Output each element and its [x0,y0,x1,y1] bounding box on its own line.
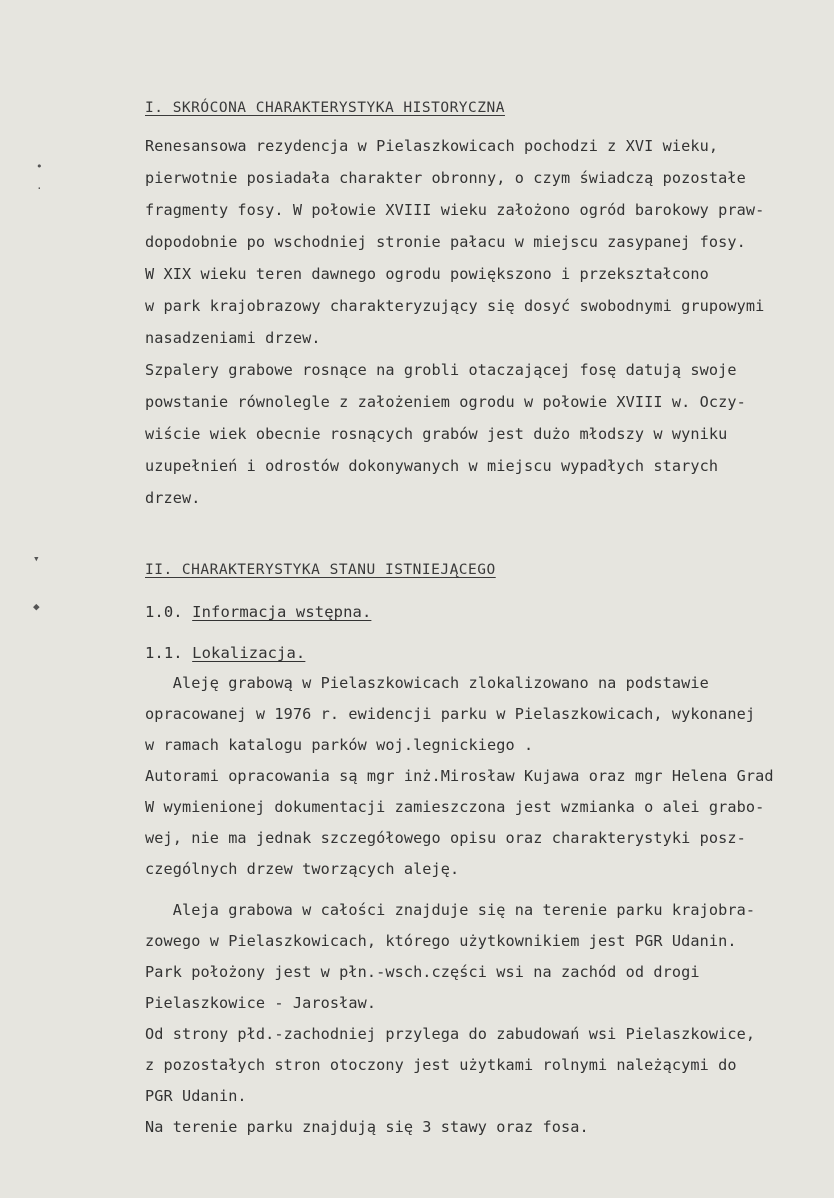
text-line: Park położony jest w płn.-wsch.części wsi na zachód od drogi [145,963,700,981]
text-line: zowego w Pielaszkowicach, którego użytkownikiem jest PGR Udanin. [145,932,737,950]
margin-mark: • [36,160,43,173]
text-line: dopodobnie po wschodniej stronie pałacu w miejscu zasypanej fosy. [145,233,746,251]
text-line: Aleja grabowa w całości znajduje się na terenie parku krajobra- [145,901,756,919]
text-line: fragmenty fosy. W połowie XVIII wieku założono ogród barokowy praw- [145,201,765,219]
text-line: Od strony płd.-zachodniej przylega do zabudowań wsi Pielaszkowice, [145,1025,756,1043]
subsection-title: Lokalizacja. [192,644,306,662]
text-line: Renesansowa rezydencja w Pielaszkowicach pochodzi z XVI wieku, [145,137,719,155]
subsection-number: 1.1. [145,644,183,662]
text-line: Aleję grabową w Pielaszkowicach zlokalizowano na podstawie [145,674,709,692]
text-line: Szpalery grabowe rosnące na grobli otaczającej fosę datują swoje [145,361,737,379]
text-line: PGR Udanin. [145,1087,247,1105]
margin-mark: · [36,182,43,195]
text-line: opracowanej w 1976 r. ewidencji parku w Pielaszkowicach, wykonanej [145,705,756,723]
text-line: W wymienionej dokumentacji zamieszczona jest wzmianka o alei grabo- [145,798,765,816]
text-line: Na terenie parku znajdują się 3 stawy oraz fosa. [145,1118,589,1136]
section-2-heading: II. CHARAKTERYSTYKA STANU ISTNIEJĄCEGO [145,562,496,578]
subsection-1-0 [145,602,371,622]
text-line: uzupełnień i odrostów dokonywanych w miejscu wypadłych starych [145,457,719,475]
section-1-heading: I. SKRÓCONA CHARAKTERYSTYKA HISTORYCZNA [145,100,505,116]
text-line: drzew. [145,489,201,507]
section-2-body [145,673,825,1137]
text-line: z pozostałych stron otoczony jest użytkami rolnymi należącymi do [145,1056,737,1074]
text-line: czególnych drzew tworzących aleję. [145,860,460,878]
text-line: w park krajobrazowy charakteryzujący się dosyć swobodnymi grupowymi [145,297,765,315]
text-line: Autorami opracowania są mgr inż.Mirosław Kujawa oraz mgr Helena Grad [145,767,774,785]
subsection-title: Informacja wstępna. [192,603,372,621]
margin-mark: ◆ [33,600,40,613]
subsection-1-1 [145,643,305,663]
text-line: powstanie równolegle z założeniem ogrodu w połowie XVIII w. Oczy- [145,393,746,411]
text-line: W XIX wieku teren dawnego ogrodu powiększono i przekształcono [145,265,709,283]
section-1-body [145,136,825,508]
text-line: Pielaszkowice - Jarosław. [145,994,377,1012]
text-line: wej, nie ma jednak szczegółowego opisu oraz charakterystyki posz- [145,829,746,847]
margin-mark: ▾ [33,552,40,565]
subsection-number: 1.0. [145,603,183,621]
text-line: w ramach katalogu parków woj.legnickiego . [145,736,534,754]
text-line: pierwotnie posiadała charakter obronny, o czym świadczą pozostałe [145,169,746,187]
text-line: wiście wiek obecnie rosnących grabów jest dużo młodszy w wyniku [145,425,728,443]
text-line: nasadzeniami drzew. [145,329,321,347]
